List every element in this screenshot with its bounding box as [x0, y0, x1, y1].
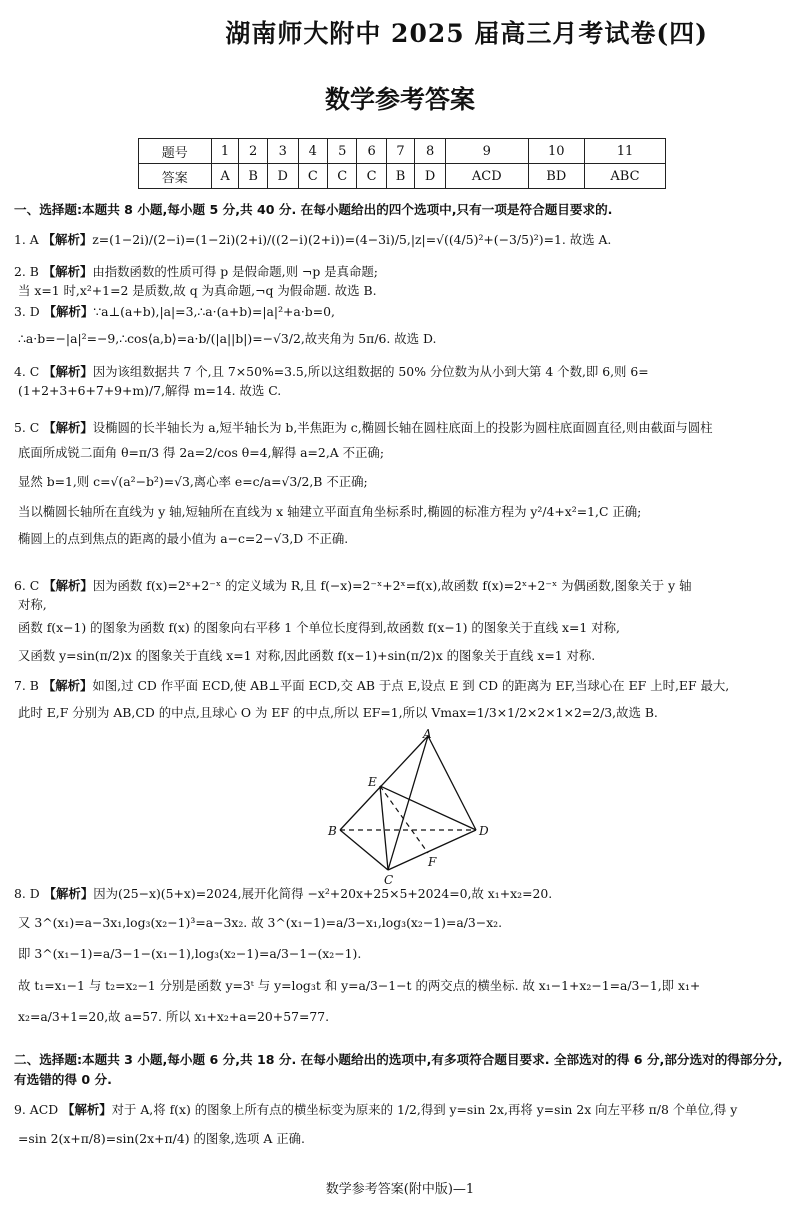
question-number: 5	[328, 139, 357, 164]
question-number: 9	[445, 139, 528, 164]
answer-cell: B	[239, 164, 267, 189]
question-number-label: 2. B	[14, 264, 39, 279]
question-number-label: 8. D	[14, 886, 40, 901]
solution-text: 又 3^(x₁)=a−3x₁,log₃(x₂−1)³=a−3x₂. 故 3^(x₁−1)=a/3−x₁,log₃(x₂−1)=a/3−x₂.	[18, 915, 503, 931]
question-number-label: 3. D	[14, 304, 40, 319]
solution-text: 此时 E,F 分别为 AB,CD 的中点,且球心 O 为 EF 的中点,所以 EF=1,所以 Vmax=1/3×1/2×2×1×2=2/3,故选 B.	[18, 705, 658, 721]
solution-text: 函数 f(x−1) 的图象为函数 f(x) 的图象向右平移 1 个单位长度得到,故函数 f(x−1) 的图象关于直线 x=1 对称,	[18, 620, 620, 636]
analysis-tag: 【解析】	[43, 304, 94, 319]
solution-q7	[14, 676, 788, 722]
question-number: 7	[386, 139, 414, 164]
question-number: 6	[357, 139, 386, 164]
question-number: 4	[298, 139, 327, 164]
solution-text: 设椭圆的长半轴长为 a,短半轴长为 b,半焦距为 c,椭圆长轴在圆柱底面上的投影为圆柱底面圆直径,则由截面与圆柱	[92, 420, 713, 435]
analysis-tag: 【解析】	[42, 264, 93, 279]
answer-cell: D	[267, 164, 298, 189]
solution-text: x₂=a/3+1=20,故 a=57. 所以 x₁+x₂+a=20+57=77.	[18, 1008, 330, 1024]
label-D: D	[479, 824, 489, 838]
solution-text: ∵a⊥(a+b),|a|=3,∴a·(a+b)=|a|²+a·b=0,	[93, 304, 335, 319]
answer-cell: A	[211, 164, 239, 189]
answer-cell: ABC	[584, 164, 665, 189]
answer-table-header-row	[139, 139, 666, 164]
solution-q2	[14, 262, 788, 300]
answer-cell: C	[328, 164, 357, 189]
solution-text: 因为函数 f(x)=2ˣ+2⁻ˣ 的定义域为 R,且 f(−x)=2⁻ˣ+2ˣ=f(x),故函数 f(x)=2ˣ+2⁻ˣ 为偶函数,图象关于 y 轴	[92, 578, 692, 593]
analysis-tag: 【解析】	[43, 886, 94, 901]
label-F: F	[428, 855, 437, 869]
solution-text: =sin 2(x+π/8)=sin(2x+π/4) 的图象,选项 A 正确.	[18, 1131, 305, 1147]
question-number: 8	[415, 139, 446, 164]
question-number-label: 9. ACD	[14, 1102, 59, 1117]
analysis-tag: 【解析】	[43, 420, 93, 435]
question-number: 10	[528, 139, 584, 164]
question-number-label: 5. C	[14, 420, 40, 435]
answer-cell: C	[357, 164, 386, 189]
section-2-heading: 二、选择题:本题共 3 小题,每小题 6 分,共 18 分. 在每小题给出的选项中,有多项符合题目要求. 全部选对的得 6 分,部分选对的得部分分,有选错的得 0 分.	[14, 1052, 783, 1087]
solution-text: 因为(25−x)(5+x)=2024,展开化简得 −x²+20x+25×5+2024=0,故 x₁+x₂=20.	[93, 886, 553, 901]
row-label-answer: 答案	[139, 164, 212, 189]
solution-text: 对于 A,将 f(x) 的图象上所有点的横坐标变为原来的 1/2,得到 y=sin 2x,再将 y=sin 2x 向左平移 π/8 个单位,得 y	[111, 1102, 738, 1117]
segment-EF-hidden	[380, 786, 428, 853]
solution-q6	[14, 576, 788, 665]
solution-text: (1+2+3+6+7+9+m)/7,解得 m=14. 故选 C.	[18, 383, 282, 399]
analysis-tag: 【解析】	[43, 578, 93, 593]
solution-text: 当 x=1 时,x²+1=2 是质数,故 q 为真命题,¬q 为假命题. 故选 B.	[18, 283, 377, 299]
solution-q1	[14, 230, 788, 249]
page-title: 湖南师大附中 2025 届高三月考试卷(四)	[225, 19, 708, 48]
solution-q4	[14, 362, 788, 400]
solution-text: 又函数 y=sin(π/2)x 的图象关于直线 x=1 对称,因此函数 f(x−1)+sin(π/2)x 的图象关于直线 x=1 对称.	[18, 647, 596, 663]
answer-cell: BD	[528, 164, 584, 189]
label-C: C	[384, 873, 394, 887]
solution-q3	[14, 302, 788, 348]
analysis-tag: 【解析】	[43, 364, 93, 379]
solution-text: 显然 b=1,则 c=√(a²−b²)=√3,离心率 e=c/a=√3/2,B 不正确;	[18, 474, 368, 490]
label-B: B	[328, 824, 337, 838]
analysis-tag: 【解析】	[42, 678, 93, 693]
question-number-label: 4. C	[14, 364, 40, 379]
answer-cell: ACD	[445, 164, 528, 189]
solution-text: 当以椭圆长轴所在直线为 y 轴,短轴所在直线为 x 轴建立平面直角坐标系时,椭圆的标准方程为 y²/4+x²=1,C 正确;	[18, 503, 642, 519]
label-E: E	[368, 775, 377, 789]
solution-q5	[14, 418, 788, 548]
row-label-number: 题号	[139, 139, 212, 164]
answer-cell: B	[386, 164, 414, 189]
edge-AC	[388, 736, 428, 870]
question-number: 11	[584, 139, 665, 164]
question-number-label: 7. B	[14, 678, 39, 693]
question-number-label: 6. C	[14, 578, 40, 593]
solution-text: 由指数函数的性质可得 p 是假命题,则 ¬p 是真命题;	[92, 264, 378, 279]
answer-table	[138, 138, 666, 189]
edge-BC	[340, 830, 388, 870]
solution-text: 故 t₁=x₁−1 与 t₂=x₂−1 分别是函数 y=3ᵗ 与 y=log₃t 和 y=a/3−1−t 的两交点的横坐标. 故 x₁−1+x₂−1=a/3−1,即 x₁+	[18, 977, 701, 993]
segment-ED	[380, 786, 476, 830]
answer-cell: D	[415, 164, 446, 189]
solution-text: 因为该组数据共 7 个,且 7×50%=3.5,所以这组数据的 50% 分位数为从小到大第 4 个数,即 6,则 6=	[92, 364, 649, 379]
question-number: 2	[239, 139, 267, 164]
segment-EC	[380, 786, 388, 870]
answer-cell: C	[298, 164, 327, 189]
section-1-heading: 一、选择题:本题共 8 小题,每小题 5 分,共 40 分. 在每小题给出的四个选项中,只有一项是符合题目要求的.	[14, 202, 613, 217]
edge-BA	[340, 736, 428, 830]
solution-text: 即 3^(x₁−1)=a/3−1−(x₁−1),log₃(x₂−1)=a/3−1−(x₂−1).	[18, 946, 362, 962]
answer-table-answer-row	[139, 164, 666, 189]
solution-text: ∴a·b=−|a|²=−9,∴cos⟨a,b⟩=a·b/(|a||b|)=−√3/2,故夹角为 5π/6. 故选 D.	[18, 331, 437, 347]
solution-text: 椭圆上的点到焦点的距离的最小值为 a−c=2−√3,D 不正确.	[18, 530, 349, 546]
question-number: 3	[267, 139, 298, 164]
solution-q8	[14, 884, 788, 1026]
page-subtitle: 数学参考答案	[324, 85, 475, 114]
tetrahedron-figure	[320, 727, 500, 887]
question-number: 1	[211, 139, 239, 164]
solution-text: 底面所成锐二面角 θ=π/3 得 2a=2/cos θ=4,解得 a=2,A 不正确;	[18, 445, 384, 461]
solution-text: 对称,	[18, 597, 47, 613]
label-A: A	[423, 727, 432, 741]
page-footer: 数学参考答案(附中版)—1	[325, 1182, 475, 1197]
question-number-label: 1. A	[14, 232, 39, 247]
solution-text: 如图,过 CD 作平面 ECD,使 AB⊥平面 ECD,交 AB 于点 E,设点 E 到 CD 的距离为 EF,当球心在 EF 上时,EF 最大,	[92, 678, 730, 693]
analysis-tag: 【解析】	[42, 232, 93, 247]
solution-q9	[14, 1100, 788, 1148]
edge-AD	[428, 736, 476, 830]
solution-text: z=(1−2i)/(2−i)=(1−2i)(2+i)/((2−i)(2+i))=(4−3i)/5,|z|=√((4/5)²+(−3/5)²)=1. 故选 A.	[92, 232, 612, 247]
analysis-tag: 【解析】	[62, 1102, 112, 1117]
